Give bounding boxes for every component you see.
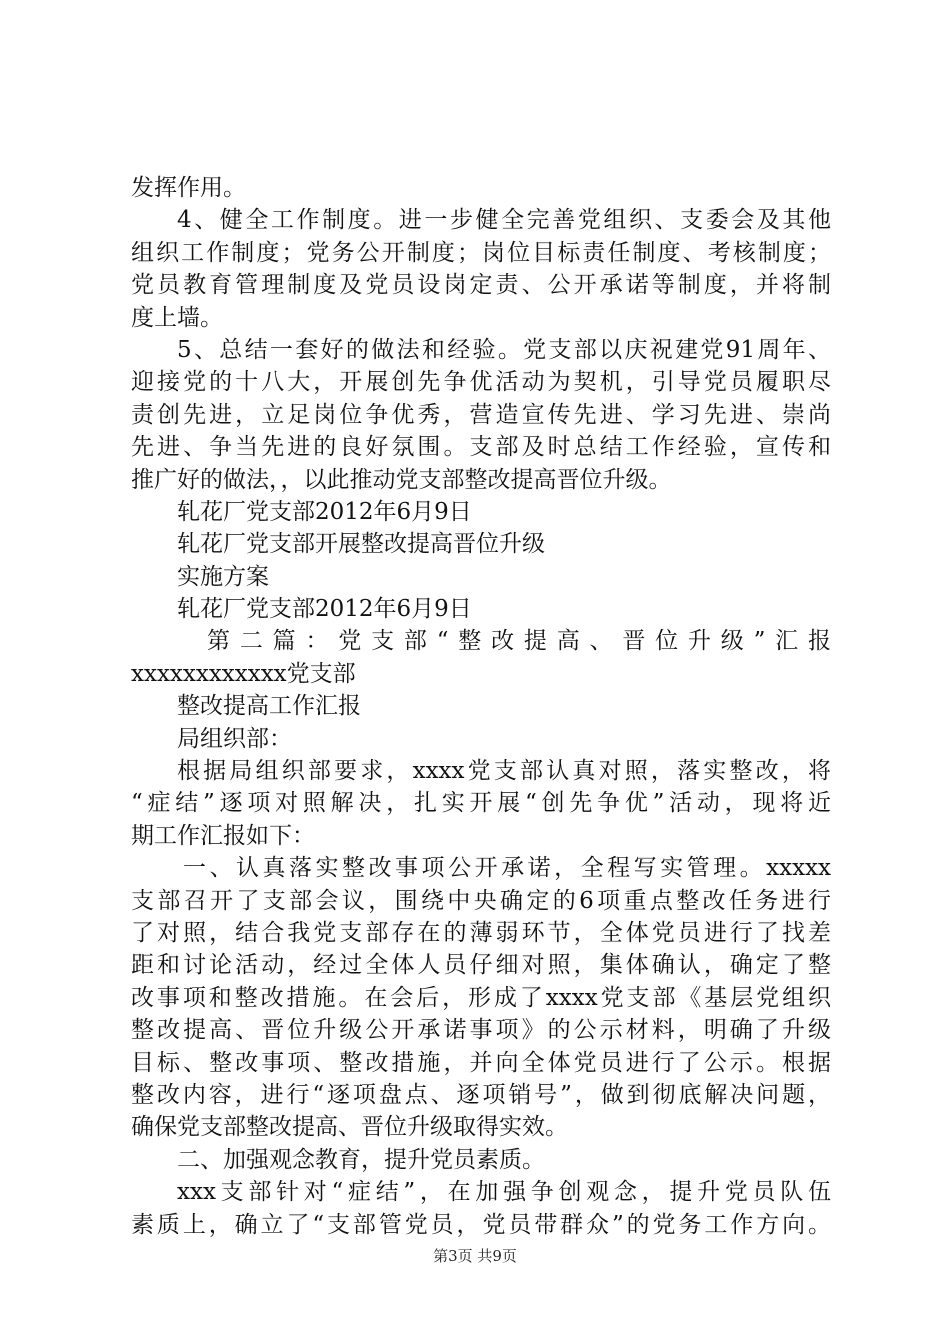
text-line: 目标、整改事项、整改措施，并向全体党员进行了公示。根据	[131, 1049, 831, 1076]
text-line: 改事项和整改措施。在会后，形成了xxxx党支部《基层党组织	[131, 984, 831, 1011]
document-title-line: 轧花厂党支部开展整改提高晋位升级	[177, 531, 545, 558]
text-line: 素质上，确立了“支部管党员，党员带群众”的党务工作方向。	[131, 1211, 831, 1238]
text-line: 期工作汇报如下：	[131, 822, 315, 849]
document-body	[131, 172, 831, 1241]
text-line: xxx支部针对“症结”，在加强争创观念，提升党员队伍	[177, 1179, 831, 1206]
salutation-line: 局组织部：	[177, 725, 292, 752]
section-heading: 第二篇：党支部“整改提高、晋位升级”汇报	[207, 628, 831, 655]
document-title-line: 实施方案	[177, 563, 269, 590]
text-line: 先进、争当先进的良好氛围。支部及时总结工作经验，宣传和	[131, 434, 831, 461]
text-line: 推广好的做法，，以此推动党支部整改提高晋位升级。	[131, 466, 672, 493]
text-line: xxxxxxxxxxxx党支部	[131, 660, 356, 687]
text-line: 支部召开了支部会议，围绕中央确定的6项重点整改任务进行	[131, 887, 831, 914]
text-line: 整改内容，进行“逐项盘点、逐项销号”，做到彻底解决问题，	[131, 1081, 831, 1108]
text-line: 了对照，结合我党支部存在的薄弱环节，全体党员进行了找差	[131, 919, 831, 946]
text-line: “症结”逐项对照解决，扎实开展“创先争优”活动，现将近	[131, 790, 831, 817]
page-number: 第3页 共9页	[433, 1247, 517, 1265]
text-line: 4、健全工作制度。进一步健全完善党组织、支委会及其他	[177, 207, 831, 234]
text-line: 责创先进，立足岗位争优秀，营造宣传先进、学习先进、崇尚	[131, 401, 831, 428]
text-line: 度上墙。	[131, 304, 223, 331]
text-line: 党员教育管理制度及党员设岗定责、公开承诺等制度，并将制	[131, 272, 831, 299]
text-line: 二、加强观念教育，提升党员素质。	[177, 1146, 545, 1173]
text-line: 一、认真落实整改事项公开承诺，全程写实管理。xxxxx	[183, 855, 831, 882]
text-line: 距和讨论活动，经过全体人员仔细对照，集体确认，确定了整	[131, 952, 831, 979]
signature-line: 轧花厂党支部2012年6月9日	[177, 498, 472, 525]
signature-line: 轧花厂党支部2012年6月9日	[177, 596, 472, 623]
report-title-line: 整改提高工作汇报	[177, 693, 361, 720]
text-line: 迎接党的十八大，开展创先争优活动为契机，引导党员履职尽	[131, 369, 831, 396]
text-line: 根据局组织部要求，xxxx党支部认真对照，落实整改，将	[177, 758, 831, 785]
text-line: 确保党支部整改提高、晋位升级取得实效。	[131, 1114, 568, 1141]
text-line: 5、总结一套好的做法和经验。党支部以庆祝建党91周年、	[177, 336, 831, 363]
text-line: 整改提高、晋位升级公开承诺事项》的公示材料，明确了升级	[131, 1017, 831, 1044]
text-line: 发挥作用。	[131, 175, 246, 201]
text-line: 组织工作制度；党务公开制度；岗位目标责任制度、考核制度；	[131, 239, 831, 266]
